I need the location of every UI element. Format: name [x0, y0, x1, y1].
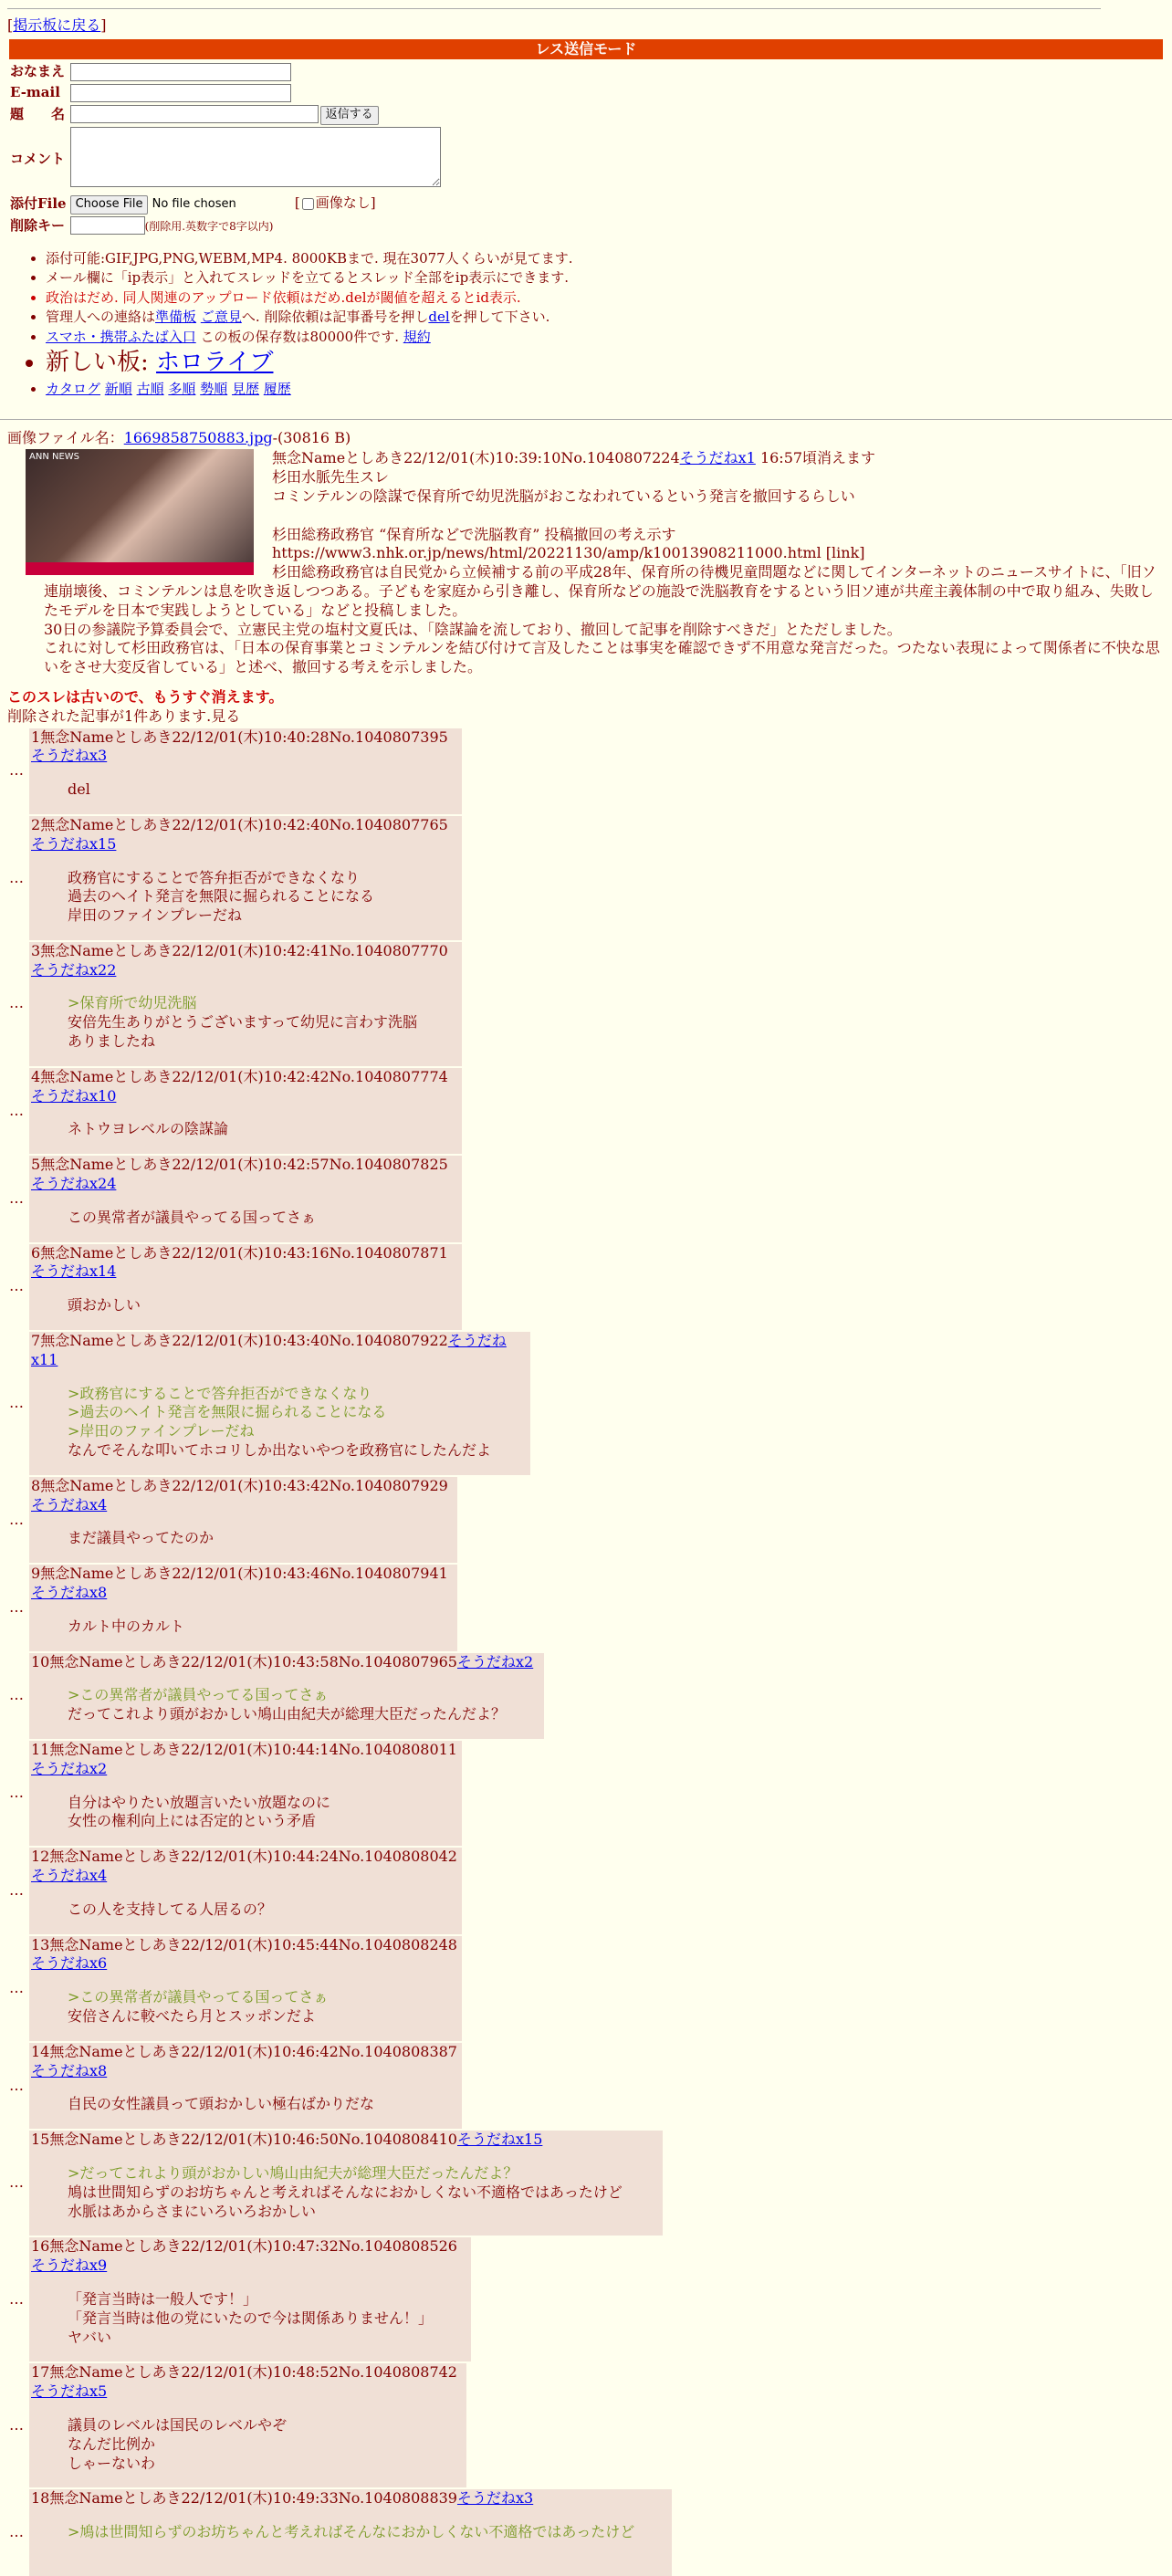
reply	[7, 1653, 544, 1739]
new-board-link[interactable]: ホロライブ	[156, 349, 274, 377]
reply	[7, 1565, 457, 1650]
reply-number: 13	[31, 1935, 50, 1953]
sort-new-link[interactable]: 新順	[104, 381, 132, 398]
reply-line: だってこれより頭がおかしい鳩山由紀夫が総理大臣だったんだよ？	[68, 1705, 507, 1723]
sodane-button[interactable]: そうだねx15	[31, 834, 117, 853]
reply-number: 4	[31, 1067, 41, 1085]
reply-body	[68, 1988, 460, 2026]
reply-meta: 無念Nameとしあき22/12/01(木)10:46:42No.1040808387	[49, 2042, 457, 2060]
notes-list	[7, 250, 1165, 399]
reply-body	[68, 869, 460, 926]
rules-link[interactable]: 規約	[403, 328, 431, 345]
reply-mode-bar: レス送信モード	[9, 39, 1163, 59]
reply-body	[68, 1618, 455, 1637]
sodane-button[interactable]: そうだねx6	[31, 1954, 108, 1973]
reply-number: 6	[31, 1243, 41, 1262]
reply	[7, 942, 462, 1066]
note-mobile: • スマホ・携帯ふたば入口 この板の保存数は80000件です. 規約	[46, 329, 1165, 347]
delete-key-note: (削除用.英数字で8字以内)	[144, 219, 274, 233]
reply-ellipsis: …	[9, 1598, 24, 1617]
reply-line	[68, 2542, 670, 2561]
sodane-button[interactable]: そうだねx24	[31, 1175, 117, 1193]
op-sodane-button[interactable]: そうだねx1	[679, 449, 756, 467]
reply-ellipsis: …	[9, 1978, 24, 1996]
sodane-button[interactable]: そうだねx15	[456, 2131, 543, 2149]
no-file-text: No file chosen	[152, 197, 236, 212]
reply	[7, 1244, 462, 1330]
back-to-board-link[interactable]: 掲示板に戻る	[13, 16, 101, 34]
sodane-button[interactable]: そうだねx22	[31, 960, 117, 979]
reply	[7, 1848, 462, 1933]
reply-meta: 無念Nameとしあき22/12/01(木)10:49:33No.1040808839	[49, 2489, 457, 2508]
reply-ellipsis: …	[9, 1189, 24, 1208]
reply-line: 安倍先生ありがとうございますって幼児に言わす洗脳	[68, 1013, 418, 1031]
reply-line: 女性の権利向上には否定的という矛盾	[68, 1812, 317, 1830]
delete-key-input[interactable]	[70, 216, 145, 235]
op-thumbnail-image[interactable]	[26, 449, 254, 575]
sodane-button[interactable]: そうだねx3	[31, 747, 108, 765]
sodane-button[interactable]: そうだねx2	[31, 1759, 108, 1777]
reply-ellipsis: …	[9, 2289, 24, 2308]
prep-board-link[interactable]: 準備板	[155, 309, 197, 326]
reply-line: 議員のレベルは国民のレベルやぞ	[68, 2415, 288, 2434]
quote-line: >保育所で幼児洗脳	[68, 994, 197, 1012]
op-header: 無念Nameとしあき22/12/01(木)10:39:10No.1040807224そうだねx1 16:57頃消えます	[272, 449, 876, 467]
reply-line: 安倍さんに較べたら月とスッポンだよ	[68, 2006, 316, 2025]
reply-line: なんだ比例か	[68, 2435, 156, 2453]
reply-header	[31, 1848, 460, 1886]
top-divider	[7, 8, 1101, 9]
reply-ellipsis: …	[9, 1394, 24, 1412]
reply	[7, 2131, 663, 2236]
reply-ellipsis: …	[9, 1510, 24, 1528]
thread	[0, 429, 1172, 2576]
quote-line: >鳩は世間知らずのお坊ちゃんと考えればそんなにおかしくない不適格ではあったけど	[68, 2523, 635, 2541]
reply-body	[68, 1209, 460, 1228]
reply-line: ネトウヨレベルの陰謀論	[68, 1120, 229, 1138]
reply-body	[68, 1296, 460, 1315]
reply-line: この人を支持してる人居るの？	[68, 1900, 273, 1918]
reply	[7, 728, 462, 814]
catalog-link[interactable]: カタログ	[46, 381, 101, 398]
reply-header	[31, 1741, 460, 1779]
quote-line: >岸田のファインプレーだね	[68, 1422, 255, 1440]
sodane-button[interactable]: そうだねx14	[31, 1262, 117, 1281]
op-line: これに対して杉田政務官は、「日本の保育事業とコミンテルンを結び付けて言及したことは事実を確認できず不用意な発言だった。つたない表現によって関係者に不快な思いをさせ大変反省している」と述べ、撤回する考えを示しました。	[44, 639, 1160, 676]
reply-meta: 無念Nameとしあき22/12/01(木)10:42:57No.1040807825	[40, 1156, 448, 1174]
reply-header	[31, 1477, 455, 1515]
reply	[7, 1477, 457, 1563]
reply-line: まだ議員やってたのか	[68, 1529, 215, 1547]
reply-ellipsis: …	[9, 1101, 24, 1119]
sodane-button[interactable]: そうだねx4	[31, 1495, 108, 1513]
sodane-button[interactable]: そうだねx5	[31, 2382, 108, 2401]
reply-body	[68, 1686, 542, 1724]
reply	[7, 1741, 462, 1846]
op-file-info: 画像ファイル名：1669858750883.jpg-(30816 B)	[7, 428, 351, 446]
sort-links	[46, 381, 1165, 399]
reply-meta: 無念Nameとしあき22/12/01(木)10:42:41No.1040807770	[40, 941, 448, 959]
reply	[7, 1936, 462, 2041]
reply-ellipsis: …	[9, 761, 24, 780]
reply-meta: 無念Nameとしあき22/12/01(木)10:42:42No.1040807774	[40, 1067, 448, 1085]
reply-body	[68, 2164, 661, 2221]
reply-line: 「発言当時は他の党にいたので今は関係ありません！」	[68, 2309, 434, 2327]
reply-number: 10	[31, 1652, 50, 1670]
sodane-button[interactable]: そうだねx3	[456, 2489, 534, 2508]
reply-line: 頭おかしい	[68, 1296, 141, 1314]
name-input[interactable]	[70, 63, 291, 81]
reply-meta: 無念Nameとしあき22/12/01(木)10:43:42No.1040807929	[40, 1476, 448, 1494]
sodane-button[interactable]: そうだねx11	[31, 1332, 507, 1368]
reply	[7, 1068, 462, 1154]
reply-body	[68, 780, 460, 800]
reply-body	[68, 1120, 460, 1139]
reply-line: カルト中のカルト	[68, 1617, 185, 1635]
reply-header	[31, 1936, 460, 1974]
reply-line: 岸田のファインプレーだね	[68, 906, 243, 925]
reply-ellipsis: …	[9, 2076, 24, 2094]
reply-number: 11	[31, 1741, 50, 1758]
reply-body	[68, 2290, 469, 2347]
reply-header	[31, 1653, 542, 1672]
reply-header	[31, 816, 460, 854]
op-line: 杉田水脈先生スレ	[272, 468, 390, 487]
reply-meta: 無念Nameとしあき22/12/01(木)10:44:14No.1040808011	[49, 1741, 457, 1758]
reply-meta: 無念Nameとしあき22/12/01(木)10:44:24No.1040808042	[49, 1848, 457, 1866]
reply-number: 7	[31, 1332, 41, 1350]
reply-number: 15	[31, 2131, 50, 2149]
name-label: おなまえ	[10, 63, 66, 80]
op-line: 杉田総務政務官 “保育所などで洗脳教育” 投稿撤回の考え示す	[272, 525, 676, 543]
reply-body	[68, 994, 460, 1051]
post-form: おなまえ E-mail 題 名 返信する コメント 添付File Choose File No file chosen [ 画像なし] 削除キー (削除用.英数字で8字以内)	[7, 61, 444, 237]
reply-ellipsis: …	[9, 1880, 24, 1899]
reply-header	[31, 2131, 661, 2150]
reply-meta: 無念Nameとしあき22/12/01(木)10:47:32No.1040808526	[49, 2237, 457, 2256]
reply	[7, 2489, 672, 2575]
sodane-button[interactable]: そうだねx8	[31, 2061, 108, 2079]
sort-many-link[interactable]: 多順	[168, 381, 196, 398]
reply-line: しゃーないわ	[68, 2454, 156, 2472]
reply-meta: 無念Nameとしあき22/12/01(木)10:42:40No.1040807765	[40, 815, 448, 833]
reply-ellipsis: …	[9, 1686, 24, 1704]
note-formats: • 添付可能:GIF,JPG,PNG,WEBM,MP4. 8000KBまで. 現在3077人くらいが見てます.	[46, 250, 1165, 268]
sodane-button[interactable]: そうだねx10	[31, 1086, 117, 1105]
reply-meta: 無念Nameとしあき22/12/01(木)10:43:16No.1040807871	[40, 1243, 448, 1262]
reply-ellipsis: …	[9, 1277, 24, 1295]
quote-line: >この異常者が議員やってる国ってさぁ	[68, 1686, 329, 1704]
reply-body	[68, 2523, 670, 2561]
op-line: 杉田総務政務官は自民党から立候補する前の平成28年、保育所の待機児童問題などに関してインターネットのニュースサイトに、「旧ソ連崩壊後、コミンテルンは息を吹き返しつつある。子どもを家庭から引き離し、保育所などの施設で洗脳教育をするという旧ソ連が共産主義体制の中で取り組み、失敗したモデルを日本で実践しようとしている」などと投稿しました。	[44, 563, 1156, 619]
reply-header	[31, 2237, 469, 2276]
reply-body	[68, 2095, 460, 2114]
sodane-button[interactable]: そうだねx2	[456, 1652, 534, 1670]
reply-ellipsis: …	[9, 2173, 24, 2192]
reply-number: 2	[31, 815, 41, 833]
history-link[interactable]: 履歴	[263, 381, 291, 398]
reply-header	[31, 2363, 465, 2402]
reply-number: 18	[31, 2489, 50, 2508]
reply	[7, 1156, 462, 1241]
sort-momentum-link[interactable]: 勢順	[200, 381, 228, 398]
op-file-link[interactable]: 1669858750883.jpg	[123, 428, 273, 446]
reply-line: 過去のヘイト発言を無限に掘られることになる	[68, 887, 375, 906]
reply-line: del	[68, 780, 90, 799]
reply-number: 14	[31, 2042, 50, 2060]
reply-ellipsis: …	[9, 868, 24, 886]
reply-meta: 無念Nameとしあき22/12/01(木)10:43:40No.1040807922	[40, 1332, 448, 1350]
submit-button[interactable]: 返信する	[320, 106, 379, 125]
mobile-entrance-link[interactable]: スマホ・携帯ふたば入口	[46, 328, 196, 345]
reply-meta: 無念Nameとしあき22/12/01(木)10:43:58No.1040807965	[49, 1652, 457, 1670]
reply-line: 政務官にすることで答弁拒否ができなくなり	[68, 868, 361, 886]
back-link-wrap: [掲示板に戻る]	[7, 16, 107, 34]
reply-line: なんでそんな叩いてホコリしか出ないやつを政務官にしたんだよ	[68, 1441, 492, 1460]
reply-line: ヤバい	[68, 2328, 112, 2346]
reply-line: 水脈はあからさまにいろいろおかしい	[68, 2202, 317, 2220]
reply-number: 3	[31, 941, 41, 959]
no-image-checkbox[interactable]	[302, 198, 314, 210]
reply-ellipsis: …	[9, 2523, 24, 2541]
reply-number: 12	[31, 1848, 50, 1866]
sort-old-link[interactable]: 古順	[136, 381, 164, 398]
file-label: 添付File	[10, 195, 67, 213]
reply-meta: 無念Nameとしあき22/12/01(木)10:45:44No.1040808248	[49, 1935, 457, 1953]
reply-meta: 無念Nameとしあき22/12/01(木)10:43:46No.1040807941	[40, 1565, 448, 1583]
reply-line: ありましたね	[68, 1032, 156, 1051]
quote-line: >だってこれより頭がおかしい鳩山由紀夫が総理大臣だったんだよ？	[68, 2163, 518, 2182]
email-input[interactable]	[70, 84, 291, 102]
reply-header	[31, 1068, 460, 1106]
reply-line: 自分はやりたい放題言いたい放題なのに	[68, 1793, 331, 1811]
reply-number: 5	[31, 1156, 41, 1174]
feedback-link[interactable]: ご意見	[200, 309, 242, 326]
reply-number: 9	[31, 1565, 41, 1583]
reply	[7, 2237, 471, 2361]
reply	[7, 2363, 466, 2487]
comment-label: コメント	[10, 151, 66, 168]
reply-header	[31, 942, 460, 980]
reply-line: 「発言当時は一般人です！」	[68, 2289, 258, 2308]
reply-header	[31, 1332, 528, 1370]
reply-number: 8	[31, 1476, 41, 1494]
reply-body	[68, 1529, 455, 1548]
reply	[7, 1332, 530, 1475]
op-line: 30日の参議院予算委員会で、立憲民主党の塩村文夏氏は、「陰謀論を流しており、撤回して記事を削除すべきだ」とただしました。	[44, 620, 902, 638]
subject-input[interactable]	[70, 105, 319, 123]
reply-body	[68, 2416, 465, 2473]
note-politics: • 政治はだめ. 同人関連のアップロード依頼はだめ.delが閾値を超えるとid表示.	[46, 289, 1165, 308]
subject-label: 題 名	[10, 106, 66, 123]
note-ip: • メール欄に「ip表示」と入れてスレッドを立てるとスレッド全部をip表示にできます.	[46, 269, 1165, 288]
quote-line: >政務官にすることで答弁拒否ができなくなり	[68, 1384, 372, 1402]
comment-textarea[interactable]	[70, 127, 441, 187]
reply-header	[31, 1565, 455, 1603]
reply-number: 1	[31, 728, 41, 746]
op-line: https://www3.nhk.or.jp/news/html/20221130/amp/k10013908211000.html [link]	[272, 544, 865, 562]
news-logo-icon: ANN NEWS	[29, 452, 80, 463]
reply-number: 16	[31, 2237, 50, 2256]
quote-line: >この異常者が議員やってる国ってさぁ	[68, 1988, 329, 2006]
reply-header	[31, 1156, 460, 1194]
reply-header	[31, 728, 460, 767]
reply-line: この異常者が議員やってる国ってさぁ	[68, 1208, 317, 1226]
reply	[7, 816, 462, 940]
reply-ellipsis: …	[9, 2415, 24, 2434]
reply-meta: 無念Nameとしあき22/12/01(木)10:46:50No.1040808410	[49, 2131, 457, 2149]
reply-line: 鳩は世間知らずのお坊ちゃんと考えればそんなにおかしくない不適格ではあったけど	[68, 2183, 623, 2201]
reply-header	[31, 2489, 670, 2508]
quote-line: >過去のヘイト発言を無限に掘られることになる	[68, 1403, 387, 1421]
reply-body	[68, 1385, 528, 1461]
reply-ellipsis: …	[9, 1784, 24, 1802]
thread-divider	[0, 419, 1172, 420]
del-link[interactable]: del	[428, 309, 450, 326]
deleted-notice: 削除された記事が1件あります.見る	[7, 707, 241, 725]
old-thread-warning: このスレは古いので、もうすぐ消えます。	[7, 687, 284, 706]
email-label: E-mail	[10, 84, 60, 101]
reply	[7, 2043, 462, 2129]
reply-line: 自民の女性議員って頭おかしい極右ばかりだな	[68, 2095, 375, 2113]
choose-file-button[interactable]: Choose File	[70, 195, 149, 215]
reply-header	[31, 2043, 460, 2081]
sodane-button[interactable]: そうだねx9	[31, 2257, 108, 2275]
sodane-button[interactable]: そうだねx4	[31, 1866, 108, 1884]
delete-key-label: 削除キー	[10, 216, 66, 234]
reply-body	[68, 1794, 460, 1832]
note-new-board: • 新しい板: ホロライブ	[46, 348, 1165, 379]
sodane-button[interactable]: そうだねx8	[31, 1584, 108, 1602]
reply-header	[31, 1244, 460, 1283]
viewed-history-link[interactable]: 見歴	[231, 381, 259, 398]
reply-meta: 無念Nameとしあき22/12/01(木)10:40:28No.1040807395	[40, 728, 448, 746]
no-image-label: 画像なし	[315, 194, 371, 212]
op-line: コミンテルンの陰謀で保育所で幼児洗脳がおこなわれているという発言を撤回するらしい	[272, 487, 855, 505]
reply-number: 17	[31, 2363, 50, 2382]
reply-body	[68, 1901, 460, 1920]
reply-ellipsis: …	[9, 994, 24, 1012]
reply-meta: 無念Nameとしあき22/12/01(木)10:48:52No.1040808742	[49, 2363, 457, 2382]
note-contact: • 管理人への連絡は準備板 ご意見へ. 削除依頼は記事番号を押しdelを押して下さい.	[46, 309, 1165, 327]
replies	[7, 728, 1165, 2576]
